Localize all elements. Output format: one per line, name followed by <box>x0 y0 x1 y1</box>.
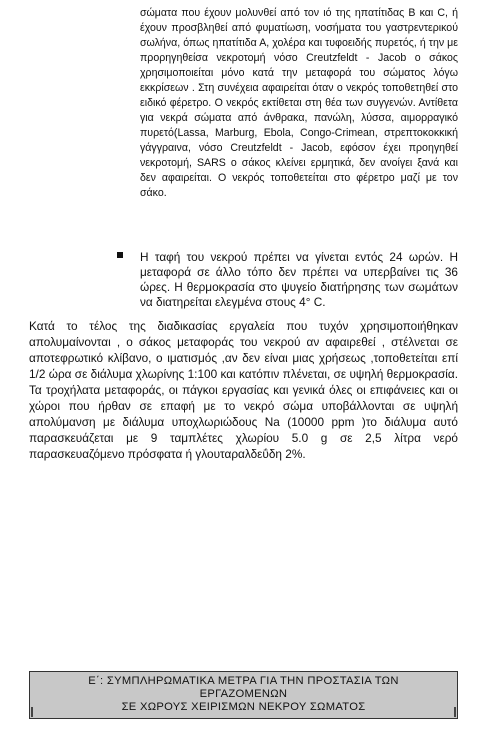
right-edge-mark <box>454 707 456 717</box>
section-heading-line-3: ΣΕ ΧΩΡΟΥΣ ΧΕΙΡΙΣΜΩΝ ΝΕΚΡΟΥ ΣΩΜΑΤΟΣ <box>121 701 366 713</box>
bullet-square-icon <box>117 252 123 258</box>
bullet-text: Η ταφή του νεκρού πρέπει να γίνεται εντός 24 ωρών. Η μεταφορά σε άλλο τόπο δεν πρέπει να υπερβαίνει τις 36 ώρες. Η θερμοκρασία στο ψυγείο διατήρησης των σωμάτων να διατηρείται ελεγμένα στους 4° C. <box>140 250 458 309</box>
continuation-paragraph: σώματα που έχουν μολυνθεί από τον ιό της ηπατίτιδας Β και C, ή έχουν προσβληθεί από φυματίωση, νοσήματα του γαστρεντερικού σωλήνα, όπως ηπατίτιδα Α, χολέρα και τυφοειδής πυρετός, ή την με προρηγηθείσα νεκροτομή νόσο Creutzfeldt - Jacob ο σάκος χρησιμοποιείται μόνο κατά την μεταφορά του σώματος λόγω εκκρίσεων . Στη συνέχεια αφαιρείται όταν ο νεκρός τοποθετηθεί στο ειδικό φέρετρο. Ο νεκρός εκτίθεται στη θέα των συγγενών. Αντίθετα για νεκρά σώματα από άνθρακα, πανώλη, λύσσα, αιμορραγικό πυρετό(Lassa, Marburg, Ebola, Congo-Crimean, στρεπτοκοκκική γάγγραινα, νόσο Creutzfeldt - Jacob, εφόσον έχει προηγηθεί νεκροτομή, SARS ο σάκος κλείνει ερμητικά, δεν ανοίγει ξανά και δεν αφαιρείται. Ο νεκρός τοποθετείται στο φέρετρο μαζί με τον σάκο. <box>140 7 458 199</box>
section-heading-line-2: ΕΡΓΑΖΟΜΕΝΩΝ <box>199 688 288 700</box>
section-heading-line-1: Ε΄: ΣΥΜΠΛΗΡΩΜΑΤΙΚΑ ΜΕΤΡΑ ΓΙΑ ΤΗΝ ΠΡΟΣΤΑΣΙΑ ΤΩΝ <box>88 675 399 687</box>
left-edge-mark <box>31 707 33 717</box>
main-paragraph: Κατά το τέλος της διαδικασίας εργαλεία που τυχόν χρησιμοποιήθηκαν απολυμαίνονται , ο σάκος μεταφοράς του νεκρού αν αφαιρεθεί , στέλνεται σε αποτεφρωτικό κλίβανο, ο ιματισμός ,αν δεν είναι μιας χρήσεως ,τοποθετείται επί 1/2 ώρα σε διάλυμα χλωρίνης 1:100 και κατόπιν πλένεται, σε υψηλή θερμοκρασία. Τα τροχήλατα μεταφοράς, οι πάγκοι εργασίας και γενικά όλες οι επιφάνειες και οι χώροι που ήρθαν σε επαφή με το νεκρό σώμα υποβάλλονται σε υψηλή απολύμανση με διάλυμα υποχλωριώδους Na (10000 ppm )το διάλυμα αυτό παρασκευάζεται με 9 ταμπλέτες χλωρίου 5.0 g σε 2,5 λίτρα νερό παρασκευαζόμενο πρόσφατα ή γλουταραλδεΰδη 2%. <box>29 319 458 461</box>
section-heading-box <box>29 671 458 719</box>
